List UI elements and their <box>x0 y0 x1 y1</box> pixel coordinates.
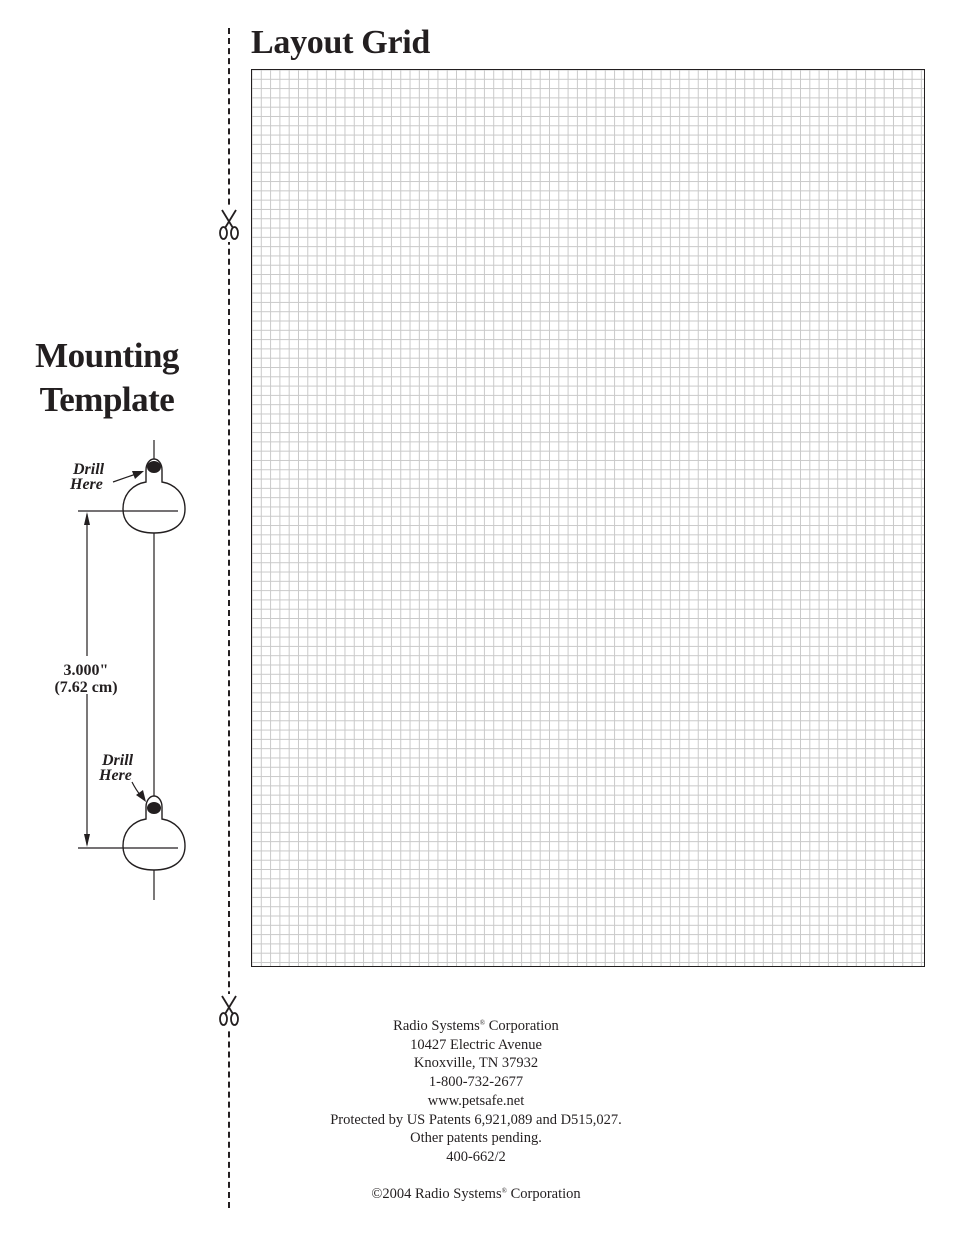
registered-mark: ® <box>501 1186 507 1195</box>
drill-arrow-bottom <box>132 782 146 802</box>
part-number: 400-662/2 <box>446 1148 506 1165</box>
address-city: Knoxville, TN 37932 <box>413 1055 539 1072</box>
dimension-cm: (7.62 cm) <box>54 679 118 696</box>
phone-number: 1-800-732-2677 <box>428 1074 524 1091</box>
drill-here-top-line2: Here <box>70 476 103 493</box>
scissors-icon <box>216 994 242 1028</box>
scissors-icon <box>216 208 242 242</box>
drill-hole-top <box>147 461 161 473</box>
drill-here-top-line1: Drill <box>73 461 105 478</box>
layout-grid-title: Layout Grid <box>251 24 431 61</box>
mounting-template-title-line2: Template <box>39 380 175 419</box>
website: www.petsafe.net <box>427 1092 525 1109</box>
patents-pending: Other patents pending. <box>410 1130 542 1147</box>
company-name: Radio Systems® Corporation <box>393 1018 559 1034</box>
layout-grid <box>251 69 925 967</box>
patent-notice: Protected by US Patents 6,921,089 and D515,027. <box>330 1111 622 1128</box>
drill-here-bottom-line2: Here <box>99 767 132 784</box>
drill-hole-bottom <box>147 802 161 814</box>
copyright: ©2004 Radio Systems® Corporation <box>371 1185 581 1202</box>
registered-mark: ® <box>479 1019 486 1027</box>
drill-here-bottom-line1: Drill <box>102 752 134 769</box>
mounting-template-diagram <box>0 430 220 910</box>
cut-line <box>228 28 230 1208</box>
mounting-template-title <box>18 334 196 422</box>
mounting-template-title-line1: Mounting <box>35 336 179 375</box>
keyhole-bottom <box>78 796 185 870</box>
company-footer <box>276 1017 676 1203</box>
dimension-inches: 3.000" <box>63 662 109 679</box>
address-street: 10427 Electric Avenue <box>410 1036 542 1053</box>
drill-arrow-top <box>113 471 144 482</box>
